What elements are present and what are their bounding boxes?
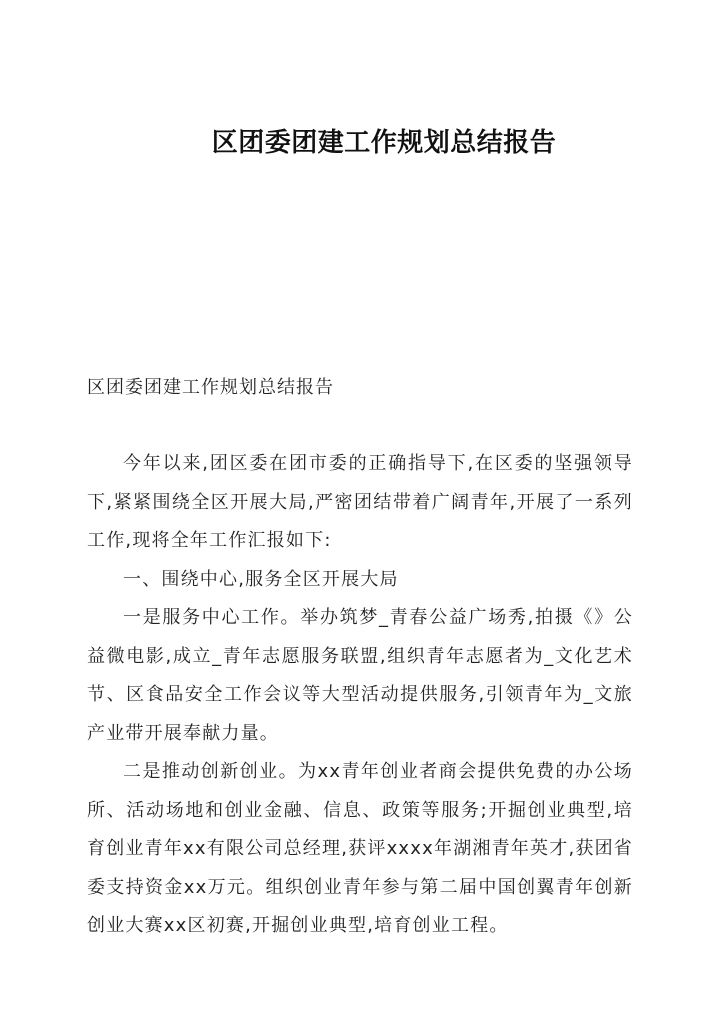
document-subtitle: 区团委团建工作规划总结报告 (87, 377, 334, 398)
section-heading: 一、围绕中心,服务全区开展大局 (123, 568, 399, 590)
paragraph-intro: 今年以来,团区委在团市委的正确指导下,在区委的坚强领导下,紧紧围绕全区开展大局,严密团结带着广阔青年,开展了一系列工作,现将全年工作汇报如下: (87, 453, 633, 551)
paragraph-service-center: 一是服务中心工作。举办筑梦_青春公益广场秀,拍摄《》公益微电影,成立_青年志愿服务联盟,组织青年志愿者为_文化艺术节、区食品安全工作会议等大型活动提供服务,引领青年为_文旅产业带开展奉献力量。 (87, 607, 633, 744)
document-body (87, 445, 633, 946)
document-title: 区团委团建工作规划总结报告 (211, 128, 557, 158)
paragraph-innovation: 二是推动创新创业。为xx青年创业者商会提供免费的办公场所、活动场地和创业金融、信息、政策等服务;开掘创业典型,培育创业青年xx有限公司总经理,获评xxxx年湖湘青年英才,获团省委支持资金xx万元。组织创业青年参与第二届中国创翼青年创新创业大赛xx区初赛,开掘创业典型,培育创业工程。 (87, 761, 633, 936)
